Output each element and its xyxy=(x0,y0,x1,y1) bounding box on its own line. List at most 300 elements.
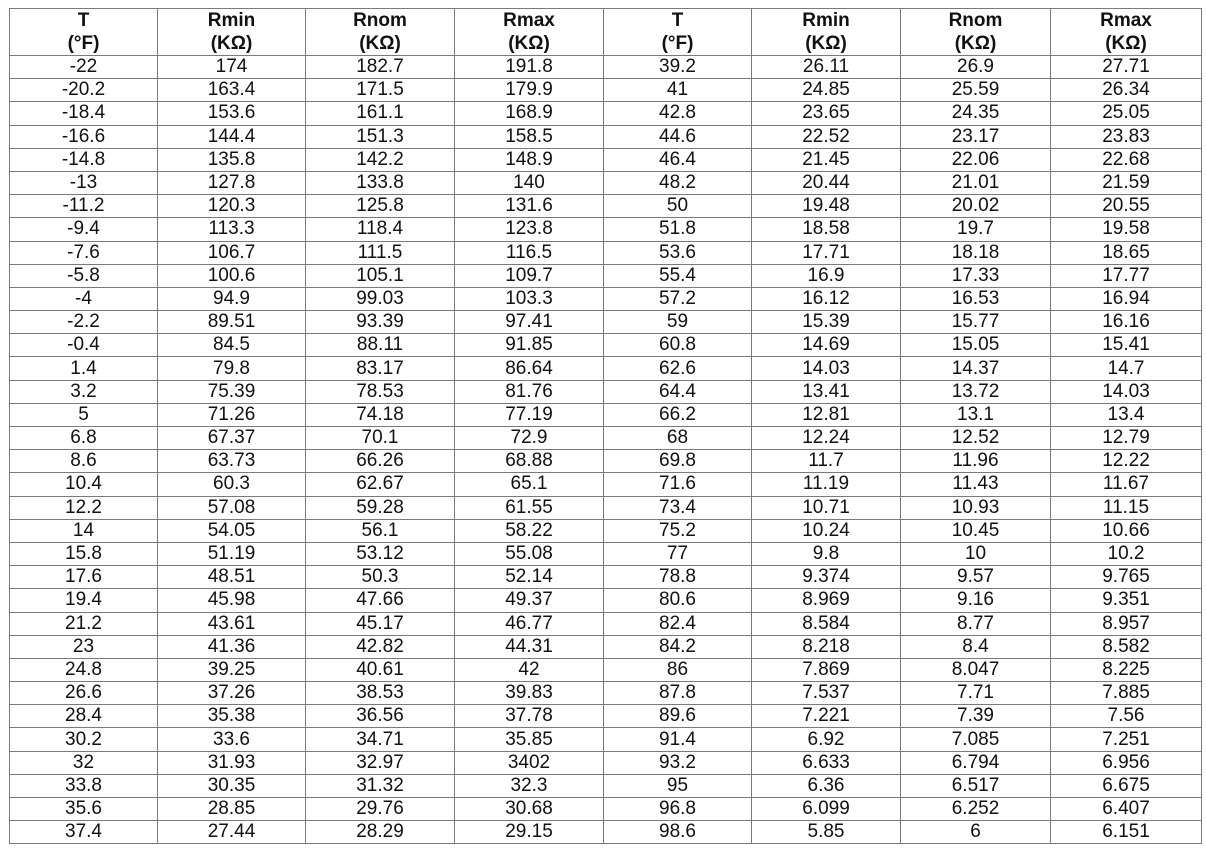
table-cell-rmax: 25.05 xyxy=(1051,102,1202,125)
table-cell-rnom: 36.56 xyxy=(306,705,455,728)
table-cell-rnom: 62.67 xyxy=(306,473,455,496)
table-cell-rmax: 9.351 xyxy=(1051,589,1202,612)
table-cell-rnom: 20.02 xyxy=(901,195,1051,218)
table-cell-rmax: 11.15 xyxy=(1051,496,1202,519)
table-cell-temp-f: 68 xyxy=(604,427,752,450)
table-cell-rmax: 12.79 xyxy=(1051,427,1202,450)
table-cell-rnom: 70.1 xyxy=(306,427,455,450)
table-row xyxy=(10,798,1202,821)
table-cell-rnom: 10.93 xyxy=(901,496,1051,519)
table-row xyxy=(10,473,1202,496)
table-cell-rmax: 58.22 xyxy=(455,519,604,542)
table-cell-rmax: 179.9 xyxy=(455,79,604,102)
table-cell-rnom: 14.37 xyxy=(901,357,1051,380)
table-cell-temp-f: -14.8 xyxy=(10,148,158,171)
column-header-name: Rmax xyxy=(455,9,604,33)
table-cell-rmin: 18.58 xyxy=(752,218,901,241)
table-cell-rmin: 89.51 xyxy=(158,311,306,334)
thermistor-resistance-table xyxy=(9,8,1202,844)
table-row xyxy=(10,125,1202,148)
table-cell-rmin: 135.8 xyxy=(158,148,306,171)
table-cell-rmin: 6.633 xyxy=(752,751,901,774)
table-cell-temp-f: 15.8 xyxy=(10,542,158,565)
table-cell-rmin: 54.05 xyxy=(158,519,306,542)
table-cell-temp-f: 80.6 xyxy=(604,589,752,612)
table-row xyxy=(10,287,1202,310)
table-cell-temp-f: 1.4 xyxy=(10,357,158,380)
table-cell-rmax: 6.151 xyxy=(1051,821,1202,844)
table-cell-rmin: 19.48 xyxy=(752,195,901,218)
column-header-unit: (KΩ) xyxy=(158,32,306,56)
table-cell-temp-f: 86 xyxy=(604,658,752,681)
table-cell-temp-f: 96.8 xyxy=(604,798,752,821)
table-cell-rnom: 38.53 xyxy=(306,682,455,705)
table-cell-temp-f: 37.4 xyxy=(10,821,158,844)
table-cell-rmax: 44.31 xyxy=(455,635,604,658)
table-cell-rmax: 109.7 xyxy=(455,264,604,287)
table-row xyxy=(10,264,1202,287)
table-cell-rnom: 111.5 xyxy=(306,241,455,264)
table-cell-rmax: 27.71 xyxy=(1051,56,1202,79)
table-cell-rnom: 31.32 xyxy=(306,774,455,797)
table-cell-rnom: 21.01 xyxy=(901,171,1051,194)
column-header-name: Rmax xyxy=(1051,9,1202,33)
column-header-unit: (KΩ) xyxy=(455,32,604,56)
table-cell-rmax: 15.41 xyxy=(1051,334,1202,357)
thermistor-resistance-table-container xyxy=(9,8,1201,844)
table-cell-rmax: 10.2 xyxy=(1051,542,1202,565)
table-cell-rmin: 27.44 xyxy=(158,821,306,844)
table-cell-temp-f: 50 xyxy=(604,195,752,218)
table-cell-temp-f: 39.2 xyxy=(604,56,752,79)
table-cell-rmin: 20.44 xyxy=(752,171,901,194)
table-cell-rmin: 79.8 xyxy=(158,357,306,380)
table-cell-rnom: 59.28 xyxy=(306,496,455,519)
column-header-unit: (KΩ) xyxy=(1051,32,1202,56)
table-cell-rmax: 12.22 xyxy=(1051,450,1202,473)
table-cell-rnom: 161.1 xyxy=(306,102,455,125)
table-cell-rmin: 39.25 xyxy=(158,658,306,681)
column-header-name: Rnom xyxy=(306,9,455,33)
table-row xyxy=(10,380,1202,403)
table-cell-rmin: 23.65 xyxy=(752,102,901,125)
table-cell-rmin: 174 xyxy=(158,56,306,79)
table-cell-temp-f: 32 xyxy=(10,751,158,774)
table-cell-rmin: 16.12 xyxy=(752,287,901,310)
table-cell-rmin: 8.969 xyxy=(752,589,901,612)
table-cell-temp-f: 5 xyxy=(10,403,158,426)
table-cell-temp-f: 57.2 xyxy=(604,287,752,310)
table-cell-rmin: 37.26 xyxy=(158,682,306,705)
table-row xyxy=(10,566,1202,589)
table-cell-temp-f: 82.4 xyxy=(604,612,752,635)
table-cell-temp-f: 35.6 xyxy=(10,798,158,821)
table-cell-temp-f: 8.6 xyxy=(10,450,158,473)
table-cell-temp-f: 59 xyxy=(604,311,752,334)
table-cell-rmax: 8.957 xyxy=(1051,612,1202,635)
table-cell-rmax: 168.9 xyxy=(455,102,604,125)
table-cell-rnom: 19.7 xyxy=(901,218,1051,241)
table-cell-rnom: 93.39 xyxy=(306,311,455,334)
table-cell-rnom: 16.53 xyxy=(901,287,1051,310)
table-cell-temp-f: -7.6 xyxy=(10,241,158,264)
table-cell-temp-f: 71.6 xyxy=(604,473,752,496)
table-cell-rnom: 28.29 xyxy=(306,821,455,844)
table-cell-rmin: 8.584 xyxy=(752,612,901,635)
table-cell-rmin: 153.6 xyxy=(158,102,306,125)
table-cell-temp-f: -2.2 xyxy=(10,311,158,334)
table-cell-rnom: 125.8 xyxy=(306,195,455,218)
table-cell-rmax: 21.59 xyxy=(1051,171,1202,194)
table-cell-temp-f: 12.2 xyxy=(10,496,158,519)
table-cell-rmin: 13.41 xyxy=(752,380,901,403)
table-row xyxy=(10,728,1202,751)
table-cell-rmin: 6.92 xyxy=(752,728,901,751)
table-cell-rmin: 71.26 xyxy=(158,403,306,426)
column-header-name: T xyxy=(604,9,752,33)
table-cell-rnom: 8.047 xyxy=(901,658,1051,681)
table-cell-rmax: 16.94 xyxy=(1051,287,1202,310)
table-body xyxy=(10,56,1202,844)
table-cell-rnom: 17.33 xyxy=(901,264,1051,287)
table-cell-rmin: 14.03 xyxy=(752,357,901,380)
table-cell-rmin: 26.11 xyxy=(752,56,901,79)
table-cell-temp-f: 30.2 xyxy=(10,728,158,751)
table-cell-rmin: 6.36 xyxy=(752,774,901,797)
table-cell-rnom: 56.1 xyxy=(306,519,455,542)
table-row xyxy=(10,148,1202,171)
table-cell-rmax: 37.78 xyxy=(455,705,604,728)
table-row xyxy=(10,751,1202,774)
table-row xyxy=(10,171,1202,194)
table-cell-temp-f: 60.8 xyxy=(604,334,752,357)
table-row xyxy=(10,658,1202,681)
table-row xyxy=(10,241,1202,264)
table-cell-temp-f: 3.2 xyxy=(10,380,158,403)
table-cell-rmax: 68.88 xyxy=(455,450,604,473)
table-cell-rnom: 7.085 xyxy=(901,728,1051,751)
table-cell-rmin: 113.3 xyxy=(158,218,306,241)
table-cell-temp-f: 95 xyxy=(604,774,752,797)
table-cell-rnom: 26.9 xyxy=(901,56,1051,79)
table-cell-rmin: 7.869 xyxy=(752,658,901,681)
table-cell-rmin: 17.71 xyxy=(752,241,901,264)
table-cell-rmax: 72.9 xyxy=(455,427,604,450)
table-cell-rmax: 7.251 xyxy=(1051,728,1202,751)
table-cell-rmax: 42 xyxy=(455,658,604,681)
table-cell-rmin: 11.19 xyxy=(752,473,901,496)
table-cell-temp-f: 87.8 xyxy=(604,682,752,705)
table-row xyxy=(10,774,1202,797)
table-cell-rnom: 29.76 xyxy=(306,798,455,821)
table-cell-rmin: 12.81 xyxy=(752,403,901,426)
table-cell-rmin: 100.6 xyxy=(158,264,306,287)
table-cell-rmax: 55.08 xyxy=(455,542,604,565)
table-cell-rmin: 43.61 xyxy=(158,612,306,635)
table-cell-rnom: 171.5 xyxy=(306,79,455,102)
table-cell-rmin: 24.85 xyxy=(752,79,901,102)
table-cell-temp-f: 51.8 xyxy=(604,218,752,241)
table-cell-rmax: 131.6 xyxy=(455,195,604,218)
table-cell-rmax: 7.56 xyxy=(1051,705,1202,728)
table-cell-rmax: 16.16 xyxy=(1051,311,1202,334)
table-cell-rmax: 103.3 xyxy=(455,287,604,310)
table-cell-temp-f: 62.6 xyxy=(604,357,752,380)
table-cell-rnom: 78.53 xyxy=(306,380,455,403)
table-cell-temp-f: 64.4 xyxy=(604,380,752,403)
table-cell-rmax: 10.66 xyxy=(1051,519,1202,542)
table-cell-rnom: 7.39 xyxy=(901,705,1051,728)
column-header-unit: (KΩ) xyxy=(901,32,1051,56)
table-cell-rnom: 15.77 xyxy=(901,311,1051,334)
table-cell-rmax: 18.65 xyxy=(1051,241,1202,264)
table-cell-temp-f: 17.6 xyxy=(10,566,158,589)
column-header-unit: (°F) xyxy=(10,32,158,56)
table-cell-rnom: 12.52 xyxy=(901,427,1051,450)
table-cell-temp-f: -11.2 xyxy=(10,195,158,218)
table-cell-rmax: 8.582 xyxy=(1051,635,1202,658)
table-cell-rnom: 8.77 xyxy=(901,612,1051,635)
table-cell-rmin: 22.52 xyxy=(752,125,901,148)
table-cell-temp-f: 53.6 xyxy=(604,241,752,264)
table-cell-rmax: 9.765 xyxy=(1051,566,1202,589)
table-row xyxy=(10,334,1202,357)
table-cell-temp-f: 10.4 xyxy=(10,473,158,496)
table-cell-temp-f: 19.4 xyxy=(10,589,158,612)
table-cell-rmax: 65.1 xyxy=(455,473,604,496)
table-cell-temp-f: 28.4 xyxy=(10,705,158,728)
table-cell-rmax: 91.85 xyxy=(455,334,604,357)
table-row xyxy=(10,612,1202,635)
table-cell-rnom: 10 xyxy=(901,542,1051,565)
table-cell-rmin: 75.39 xyxy=(158,380,306,403)
table-cell-rnom: 11.96 xyxy=(901,450,1051,473)
table-cell-rmin: 120.3 xyxy=(158,195,306,218)
table-row xyxy=(10,218,1202,241)
table-cell-temp-f: 73.4 xyxy=(604,496,752,519)
table-cell-rmin: 16.9 xyxy=(752,264,901,287)
table-cell-rnom: 142.2 xyxy=(306,148,455,171)
column-header-name: Rnom xyxy=(901,9,1051,33)
table-cell-rmax: 191.8 xyxy=(455,56,604,79)
table-cell-rnom: 22.06 xyxy=(901,148,1051,171)
table-cell-rmin: 10.71 xyxy=(752,496,901,519)
table-cell-temp-f: 55.4 xyxy=(604,264,752,287)
table-cell-rmin: 84.5 xyxy=(158,334,306,357)
table-cell-rnom: 25.59 xyxy=(901,79,1051,102)
table-cell-rmax: 19.58 xyxy=(1051,218,1202,241)
table-row xyxy=(10,496,1202,519)
table-cell-rmax: 123.8 xyxy=(455,218,604,241)
table-cell-rnom: 182.7 xyxy=(306,56,455,79)
table-cell-rmin: 8.218 xyxy=(752,635,901,658)
table-cell-temp-f: -20.2 xyxy=(10,79,158,102)
table-cell-temp-f: 26.6 xyxy=(10,682,158,705)
table-cell-rmin: 6.099 xyxy=(752,798,901,821)
table-cell-rnom: 23.17 xyxy=(901,125,1051,148)
table-cell-rnom: 6.517 xyxy=(901,774,1051,797)
table-cell-rmin: 144.4 xyxy=(158,125,306,148)
column-header-unit: (KΩ) xyxy=(752,32,901,56)
table-cell-rmin: 7.537 xyxy=(752,682,901,705)
table-cell-rnom: 47.66 xyxy=(306,589,455,612)
table-row xyxy=(10,311,1202,334)
table-cell-rnom: 7.71 xyxy=(901,682,1051,705)
table-cell-temp-f: 48.2 xyxy=(604,171,752,194)
table-cell-rmin: 106.7 xyxy=(158,241,306,264)
table-cell-rmin: 163.4 xyxy=(158,79,306,102)
table-cell-rmin: 60.3 xyxy=(158,473,306,496)
table-cell-rnom: 6.794 xyxy=(901,751,1051,774)
table-cell-temp-f: 46.4 xyxy=(604,148,752,171)
table-cell-temp-f: 77 xyxy=(604,542,752,565)
table-cell-rnom: 151.3 xyxy=(306,125,455,148)
table-cell-rmin: 28.85 xyxy=(158,798,306,821)
table-cell-rnom: 11.43 xyxy=(901,473,1051,496)
table-row xyxy=(10,102,1202,125)
table-cell-rnom: 83.17 xyxy=(306,357,455,380)
table-cell-temp-f: 23 xyxy=(10,635,158,658)
table-row xyxy=(10,56,1202,79)
table-cell-rmin: 9.8 xyxy=(752,542,901,565)
column-header-name: Rmin xyxy=(158,9,306,33)
column-header-name: Rmin xyxy=(752,9,901,33)
table-cell-rmax: 52.14 xyxy=(455,566,604,589)
table-cell-rmin: 9.374 xyxy=(752,566,901,589)
table-cell-rmax: 61.55 xyxy=(455,496,604,519)
table-cell-rmax: 116.5 xyxy=(455,241,604,264)
table-row xyxy=(10,682,1202,705)
table-cell-rnom: 42.82 xyxy=(306,635,455,658)
table-row xyxy=(10,821,1202,844)
table-cell-rmax: 140 xyxy=(455,171,604,194)
table-cell-rmax: 20.55 xyxy=(1051,195,1202,218)
table-cell-temp-f: -0.4 xyxy=(10,334,158,357)
table-cell-temp-f: 41 xyxy=(604,79,752,102)
table-cell-rnom: 40.61 xyxy=(306,658,455,681)
table-row xyxy=(10,79,1202,102)
table-cell-temp-f: 14 xyxy=(10,519,158,542)
table-cell-rmax: 39.83 xyxy=(455,682,604,705)
table-cell-temp-f: 89.6 xyxy=(604,705,752,728)
table-cell-rmin: 33.6 xyxy=(158,728,306,751)
table-cell-rmax: 11.67 xyxy=(1051,473,1202,496)
table-row xyxy=(10,403,1202,426)
column-header-unit: (°F) xyxy=(604,32,752,56)
table-cell-rmin: 10.24 xyxy=(752,519,901,542)
table-row xyxy=(10,635,1202,658)
table-cell-rmax: 6.956 xyxy=(1051,751,1202,774)
table-cell-rmin: 48.51 xyxy=(158,566,306,589)
table-row xyxy=(10,427,1202,450)
table-cell-rmax: 23.83 xyxy=(1051,125,1202,148)
table-cell-rnom: 133.8 xyxy=(306,171,455,194)
table-cell-rnom: 105.1 xyxy=(306,264,455,287)
table-cell-rmax: 86.64 xyxy=(455,357,604,380)
table-cell-temp-f: -18.4 xyxy=(10,102,158,125)
table-cell-rmin: 14.69 xyxy=(752,334,901,357)
table-cell-rnom: 118.4 xyxy=(306,218,455,241)
table-cell-temp-f: 21.2 xyxy=(10,612,158,635)
table-cell-rnom: 24.35 xyxy=(901,102,1051,125)
table-row xyxy=(10,195,1202,218)
table-cell-rnom: 99.03 xyxy=(306,287,455,310)
table-cell-temp-f: 78.8 xyxy=(604,566,752,589)
table-cell-rmax: 3402 xyxy=(455,751,604,774)
table-cell-rmin: 127.8 xyxy=(158,171,306,194)
table-cell-rmax: 13.4 xyxy=(1051,403,1202,426)
table-cell-rmin: 21.45 xyxy=(752,148,901,171)
table-cell-temp-f: 69.8 xyxy=(604,450,752,473)
table-row xyxy=(10,357,1202,380)
table-cell-rnom: 53.12 xyxy=(306,542,455,565)
table-cell-temp-f: 93.2 xyxy=(604,751,752,774)
table-cell-rnom: 9.16 xyxy=(901,589,1051,612)
table-cell-rmax: 81.76 xyxy=(455,380,604,403)
table-cell-rnom: 13.72 xyxy=(901,380,1051,403)
table-cell-rmax: 29.15 xyxy=(455,821,604,844)
table-cell-rmax: 6.407 xyxy=(1051,798,1202,821)
table-cell-rmin: 12.24 xyxy=(752,427,901,450)
table-cell-rnom: 6 xyxy=(901,821,1051,844)
table-cell-temp-f: 91.4 xyxy=(604,728,752,751)
table-cell-rmax: 6.675 xyxy=(1051,774,1202,797)
table-cell-rmax: 8.225 xyxy=(1051,658,1202,681)
table-cell-temp-f: 42.8 xyxy=(604,102,752,125)
table-cell-rnom: 32.97 xyxy=(306,751,455,774)
table-cell-rmin: 30.35 xyxy=(158,774,306,797)
table-cell-rmax: 32.3 xyxy=(455,774,604,797)
table-row xyxy=(10,450,1202,473)
table-cell-rmax: 7.885 xyxy=(1051,682,1202,705)
table-cell-rmax: 77.19 xyxy=(455,403,604,426)
table-cell-temp-f: 84.2 xyxy=(604,635,752,658)
table-cell-rmax: 30.68 xyxy=(455,798,604,821)
table-cell-temp-f: -4 xyxy=(10,287,158,310)
table-cell-temp-f: 33.8 xyxy=(10,774,158,797)
table-cell-temp-f: 6.8 xyxy=(10,427,158,450)
table-cell-rnom: 18.18 xyxy=(901,241,1051,264)
table-cell-temp-f: -13 xyxy=(10,171,158,194)
table-cell-rnom: 9.57 xyxy=(901,566,1051,589)
table-cell-rmax: 46.77 xyxy=(455,612,604,635)
table-cell-rmax: 14.03 xyxy=(1051,380,1202,403)
table-cell-rmax: 22.68 xyxy=(1051,148,1202,171)
table-cell-rmin: 57.08 xyxy=(158,496,306,519)
table-cell-rnom: 13.1 xyxy=(901,403,1051,426)
table-cell-temp-f: 98.6 xyxy=(604,821,752,844)
table-cell-rnom: 88.11 xyxy=(306,334,455,357)
table-cell-rmax: 17.77 xyxy=(1051,264,1202,287)
table-cell-rmin: 45.98 xyxy=(158,589,306,612)
table-cell-rmax: 35.85 xyxy=(455,728,604,751)
table-row xyxy=(10,705,1202,728)
table-cell-rnom: 74.18 xyxy=(306,403,455,426)
table-cell-temp-f: -22 xyxy=(10,56,158,79)
table-cell-rnom: 10.45 xyxy=(901,519,1051,542)
table-cell-rmin: 11.7 xyxy=(752,450,901,473)
table-cell-rnom: 8.4 xyxy=(901,635,1051,658)
table-cell-rmin: 31.93 xyxy=(158,751,306,774)
table-row xyxy=(10,589,1202,612)
table-cell-temp-f: -5.8 xyxy=(10,264,158,287)
table-cell-temp-f: 44.6 xyxy=(604,125,752,148)
table-cell-temp-f: 75.2 xyxy=(604,519,752,542)
table-cell-temp-f: -9.4 xyxy=(10,218,158,241)
header-unit-row xyxy=(10,32,1202,56)
table-cell-rnom: 66.26 xyxy=(306,450,455,473)
table-cell-rmax: 14.7 xyxy=(1051,357,1202,380)
